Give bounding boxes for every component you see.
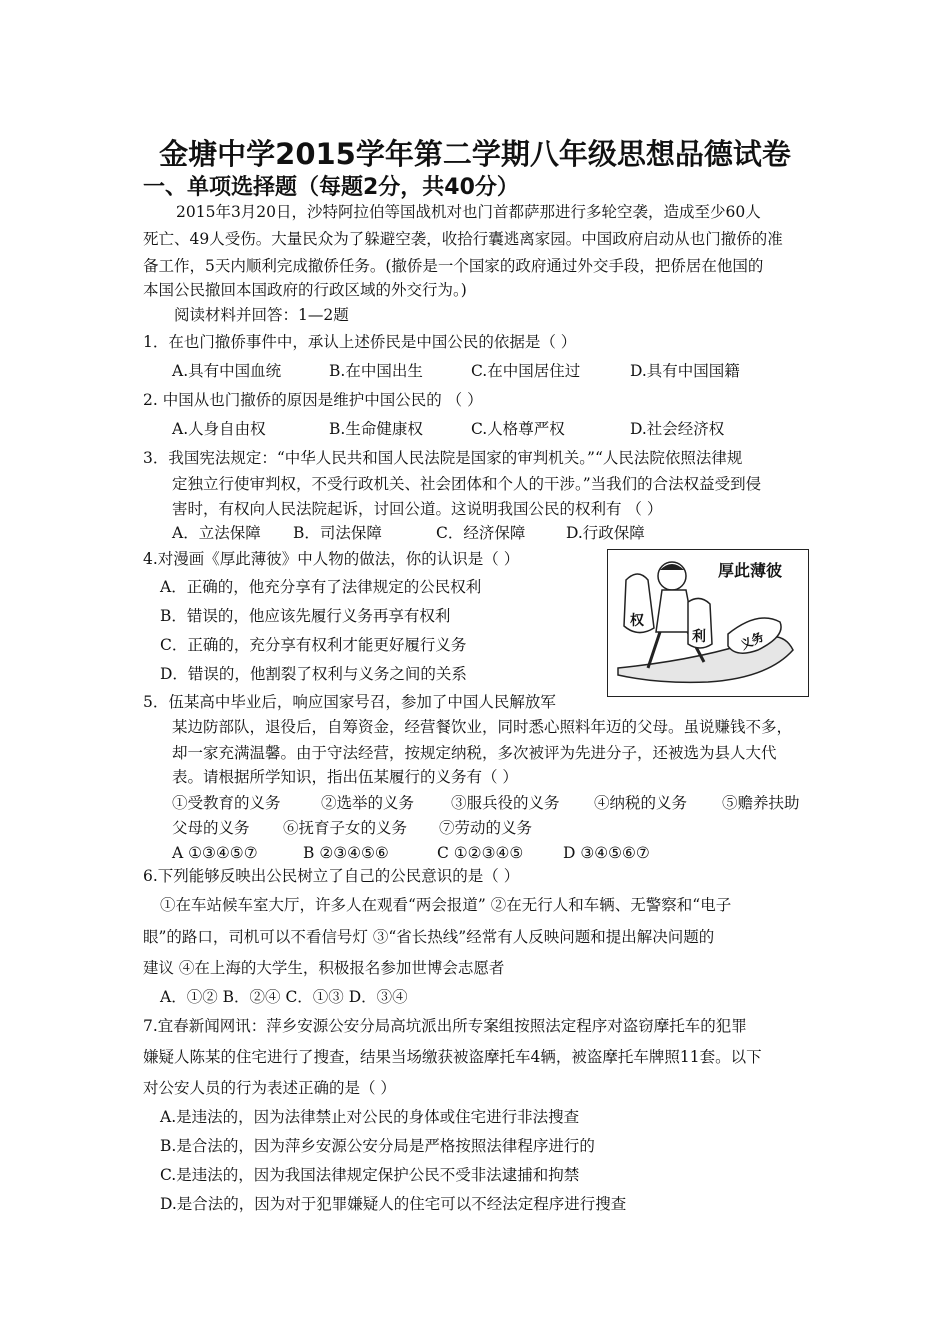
question-3-line: 定独立行使审判权，不受行政机关、社会团体和个人的干涉。”当我们的合法权益受到侵 (172, 475, 762, 493)
question-1-stem: 1．在也门撤侨事件中，承认上述侨民是中国公民的依据是（ ） (143, 333, 577, 351)
question-4-stem: 4.对漫画《厚此薄彼》中人物的做法，你的认识是（ ） (143, 550, 520, 568)
section-heading: 一、单项选择题（每题2分，共40分） (143, 175, 519, 200)
question-7-line: 嫌疑人陈某的住宅进行了搜查，结果当场缴获被盗摩托车4辆，被盗摩托车牌照11套。以下 (143, 1048, 762, 1066)
intro-line: 2015年3月20日，沙特阿拉伯等国战机对也门首都萨那进行多轮空袭，造成至少60人 (176, 203, 761, 221)
question-5-choice-5-cont: 父母的义务 (172, 819, 250, 837)
question-1-option-d: D.具有中国国籍 (630, 362, 740, 380)
question-5-choice-5: ⑤赡养扶助 (722, 794, 800, 812)
question-5-line: 表。请根据所学知识，指出伍某履行的义务有（ ） (172, 768, 518, 786)
question-7-line: 对公安人员的行为表述正确的是（ ） (143, 1079, 396, 1097)
question-3-option-d: D.行政保障 (566, 524, 645, 542)
cartoon-label-yiwu: 义务 (738, 629, 767, 653)
question-5-line: 却一家充满温馨。由于守法经营，按规定纳税，多次被评为先进分子，还被选为县人大代 (172, 744, 777, 762)
question-2-stem: 2. 中国从也门撤侨的原因是维护中国公民的 （ ） (143, 391, 483, 409)
question-5-option-b: B ②③④⑤⑥ (303, 844, 389, 862)
question-4-option-c: C．正确的，充分享有权利才能更好履行义务 (160, 636, 467, 654)
question-5-choice-1: ①受教育的义务 (172, 794, 281, 812)
cartoon-label-quan: 权 (630, 613, 644, 629)
question-2-option-a: A.人身自由权 (172, 420, 266, 438)
question-2-option-c: C.人格尊严权 (471, 420, 565, 438)
cartoon-illustration (607, 549, 809, 697)
intro-line: 本国公民撤回本国政府的行政区域的外交行为。) (143, 281, 467, 299)
question-3-line: 3．我国宪法规定：“中华人民共和国人民法院是国家的审判机关。”“人民法院依照法律规 (143, 449, 743, 467)
question-6-line: ①在车站候车室大厅，许多人在观看“两会报道” ②在无行人和车辆、无警察和“电子 (160, 896, 732, 914)
question-4-option-b: B．错误的，他应该先履行义务再享有权利 (160, 607, 451, 625)
question-6-options: A．①② B．②④ C．①③ D．③④ (160, 988, 408, 1006)
intro-line: 死亡、49人受伤。大量民众为了躲避空袭，收拾行囊逃离家园。中国政府启动从也门撤侨的准 (143, 230, 783, 248)
question-7-option-a: A.是违法的，因为法律禁止对公民的身体或住宅进行非法搜查 (160, 1108, 580, 1126)
question-5-choice-7: ⑦劳动的义务 (439, 819, 533, 837)
question-4-option-a: A．正确的，他充分享有了法律规定的公民权利 (160, 578, 482, 596)
question-3-option-c: C．经济保障 (436, 524, 526, 542)
question-3-option-a: A．立法保障 (172, 524, 261, 542)
question-5-choice-4: ④纳税的义务 (594, 794, 688, 812)
question-2-option-d: D.社会经济权 (630, 420, 725, 438)
question-1-option-a: A.具有中国血统 (172, 362, 282, 380)
question-3-option-b: B．司法保障 (293, 524, 382, 542)
cartoon-label-li: 利 (692, 629, 706, 645)
question-7-option-c: C.是违法的，因为我国法律规定保护公民不受非法逮捕和拘禁 (160, 1166, 580, 1184)
question-1-option-b: B.在中国出生 (329, 362, 423, 380)
question-6-stem: 6.下列能够反映出公民树立了自己的公民意识的是（ ） (143, 867, 520, 885)
question-5-option-d: D ③④⑤⑥⑦ (563, 844, 650, 862)
question-5-option-c: C ①②③④⑤ (437, 844, 524, 862)
question-6-line: 眼”的路口，司机可以不看信号灯 ③“省长热线”经常有人反映问题和提出解决问题的 (143, 928, 715, 946)
intro-line: 备工作，5天内顺利完成撤侨任务。(撤侨是一个国家的政府通过外交手段，把侨居在他国的 (143, 257, 764, 275)
question-2-option-b: B.生命健康权 (329, 420, 423, 438)
question-5-line: 某边防部队，退役后，自筹资金，经营餐饮业，同时悉心照料年迈的父母。虽说赚钱不多， (172, 718, 793, 736)
question-7-option-b: B.是合法的，因为萍乡安源公安分局是严格按照法律程序进行的 (160, 1137, 595, 1155)
question-5-option-a: A ①③④⑤⑦ (172, 844, 258, 862)
question-1-option-c: C.在中国居住过 (471, 362, 581, 380)
question-5-line: 5．伍某高中毕业后，响应国家号召，参加了中国人民解放军 (143, 693, 556, 711)
question-5-choice-2: ②选举的义务 (321, 794, 415, 812)
question-5-choice-6: ⑥抚育子女的义务 (283, 819, 408, 837)
cartoon-title: 厚此薄彼 (718, 561, 783, 580)
intro-instruction: 阅读材料并回答：1—2题 (174, 306, 349, 324)
exam-title: 金塘中学2015学年第二学期八年级思想品德试卷 (159, 137, 791, 171)
question-7-line: 7.宜春新闻网讯：萍乡安源公安分局高坑派出所专案组按照法定程序对盗窃摩托车的犯罪 (143, 1017, 747, 1035)
question-6-line: 建议 ④在上海的大学生，积极报名参加世博会志愿者 (143, 959, 505, 977)
question-4-option-d: D．错误的，他割裂了权利与义务之间的关系 (160, 665, 467, 683)
question-7-option-d: D.是合法的，因为对于犯罪嫌疑人的住宅可以不经法定程序进行搜查 (160, 1195, 627, 1213)
question-3-line: 害时，有权向人民法院起诉，讨回公道。这说明我国公民的权利有 （ ） (172, 500, 663, 518)
question-5-choice-3: ③服兵役的义务 (451, 794, 560, 812)
